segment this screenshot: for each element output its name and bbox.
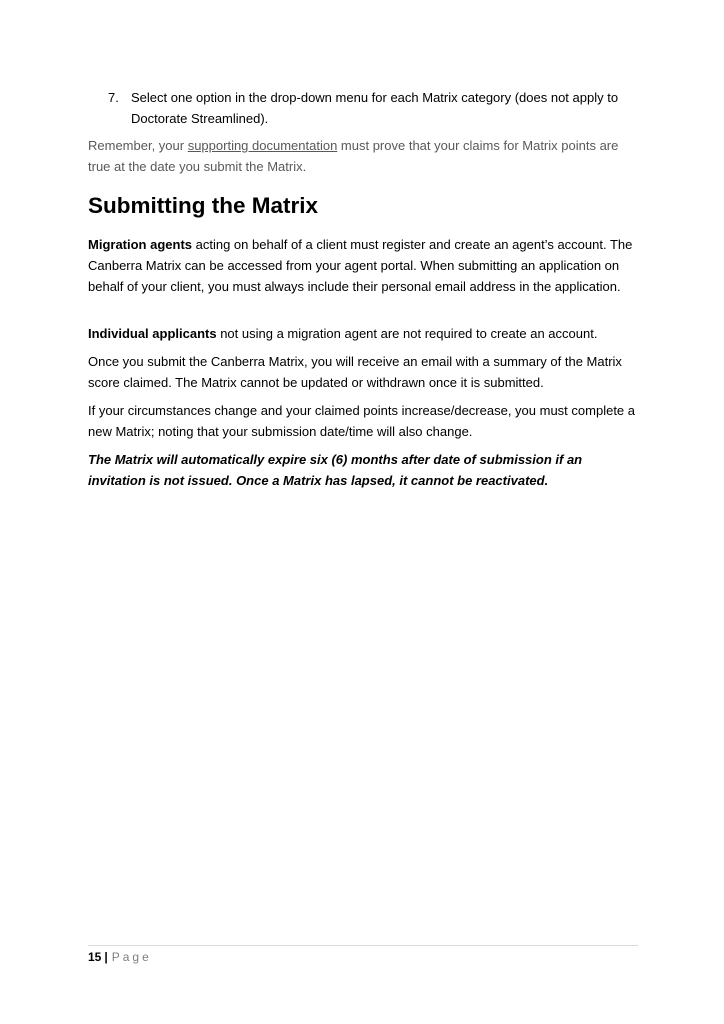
migration-agents-paragraph (88, 234, 640, 297)
supporting-documentation-link[interactable]: supporting documentation (187, 138, 338, 153)
numbered-list-item (108, 87, 648, 129)
individual-applicants-text: not using a migration agent are not required to create an account. (216, 326, 598, 341)
list-item-text: Select one option in the drop-down menu for each Matrix category (does not apply to Doctorate Streamlined). (131, 90, 619, 126)
footer-divider (88, 945, 638, 946)
page-footer (88, 948, 152, 966)
footer-separator: | (104, 950, 108, 964)
page-label: Page (111, 950, 152, 964)
migration-agents-label: Migration agents (88, 237, 193, 252)
individual-applicants-label: Individual applicants (88, 326, 217, 341)
documentation-reminder (88, 135, 640, 177)
section-heading: Submitting the Matrix (88, 193, 318, 218)
circumstances-change-paragraph: If your circumstances change and your claimed points increase/decrease, you must complete a new Matrix; noting that your submission date/time will also change. (88, 403, 635, 439)
submission-email-paragraph: Once you submit the Canberra Matrix, you will receive an email with a summary of the Matrix score claimed. The Matrix cannot be updated or withdrawn once it is submitted. (88, 354, 622, 390)
migration-agents-text: acting on behalf of a client must register and create an agent’s account. The Canberra Matrix can be accessed from your agent portal. When submitting an application on behalf of your client, you must always include their personal email address in the application. (88, 237, 633, 294)
reminder-text-start: Remember, your (88, 138, 188, 153)
reminder-text-end: must prove that your claims for Matrix points are true at the date you submit the Matrix. (88, 138, 619, 174)
expiry-warning-paragraph: The Matrix will automatically expire six (6) months after date of submission if an invitation is not issued. Once a Matrix has lapsed, it cannot be reactivated. (88, 452, 583, 488)
list-number: 7. (108, 90, 119, 105)
individual-applicants-paragraph (88, 323, 640, 344)
page-number: 15 (88, 950, 102, 964)
